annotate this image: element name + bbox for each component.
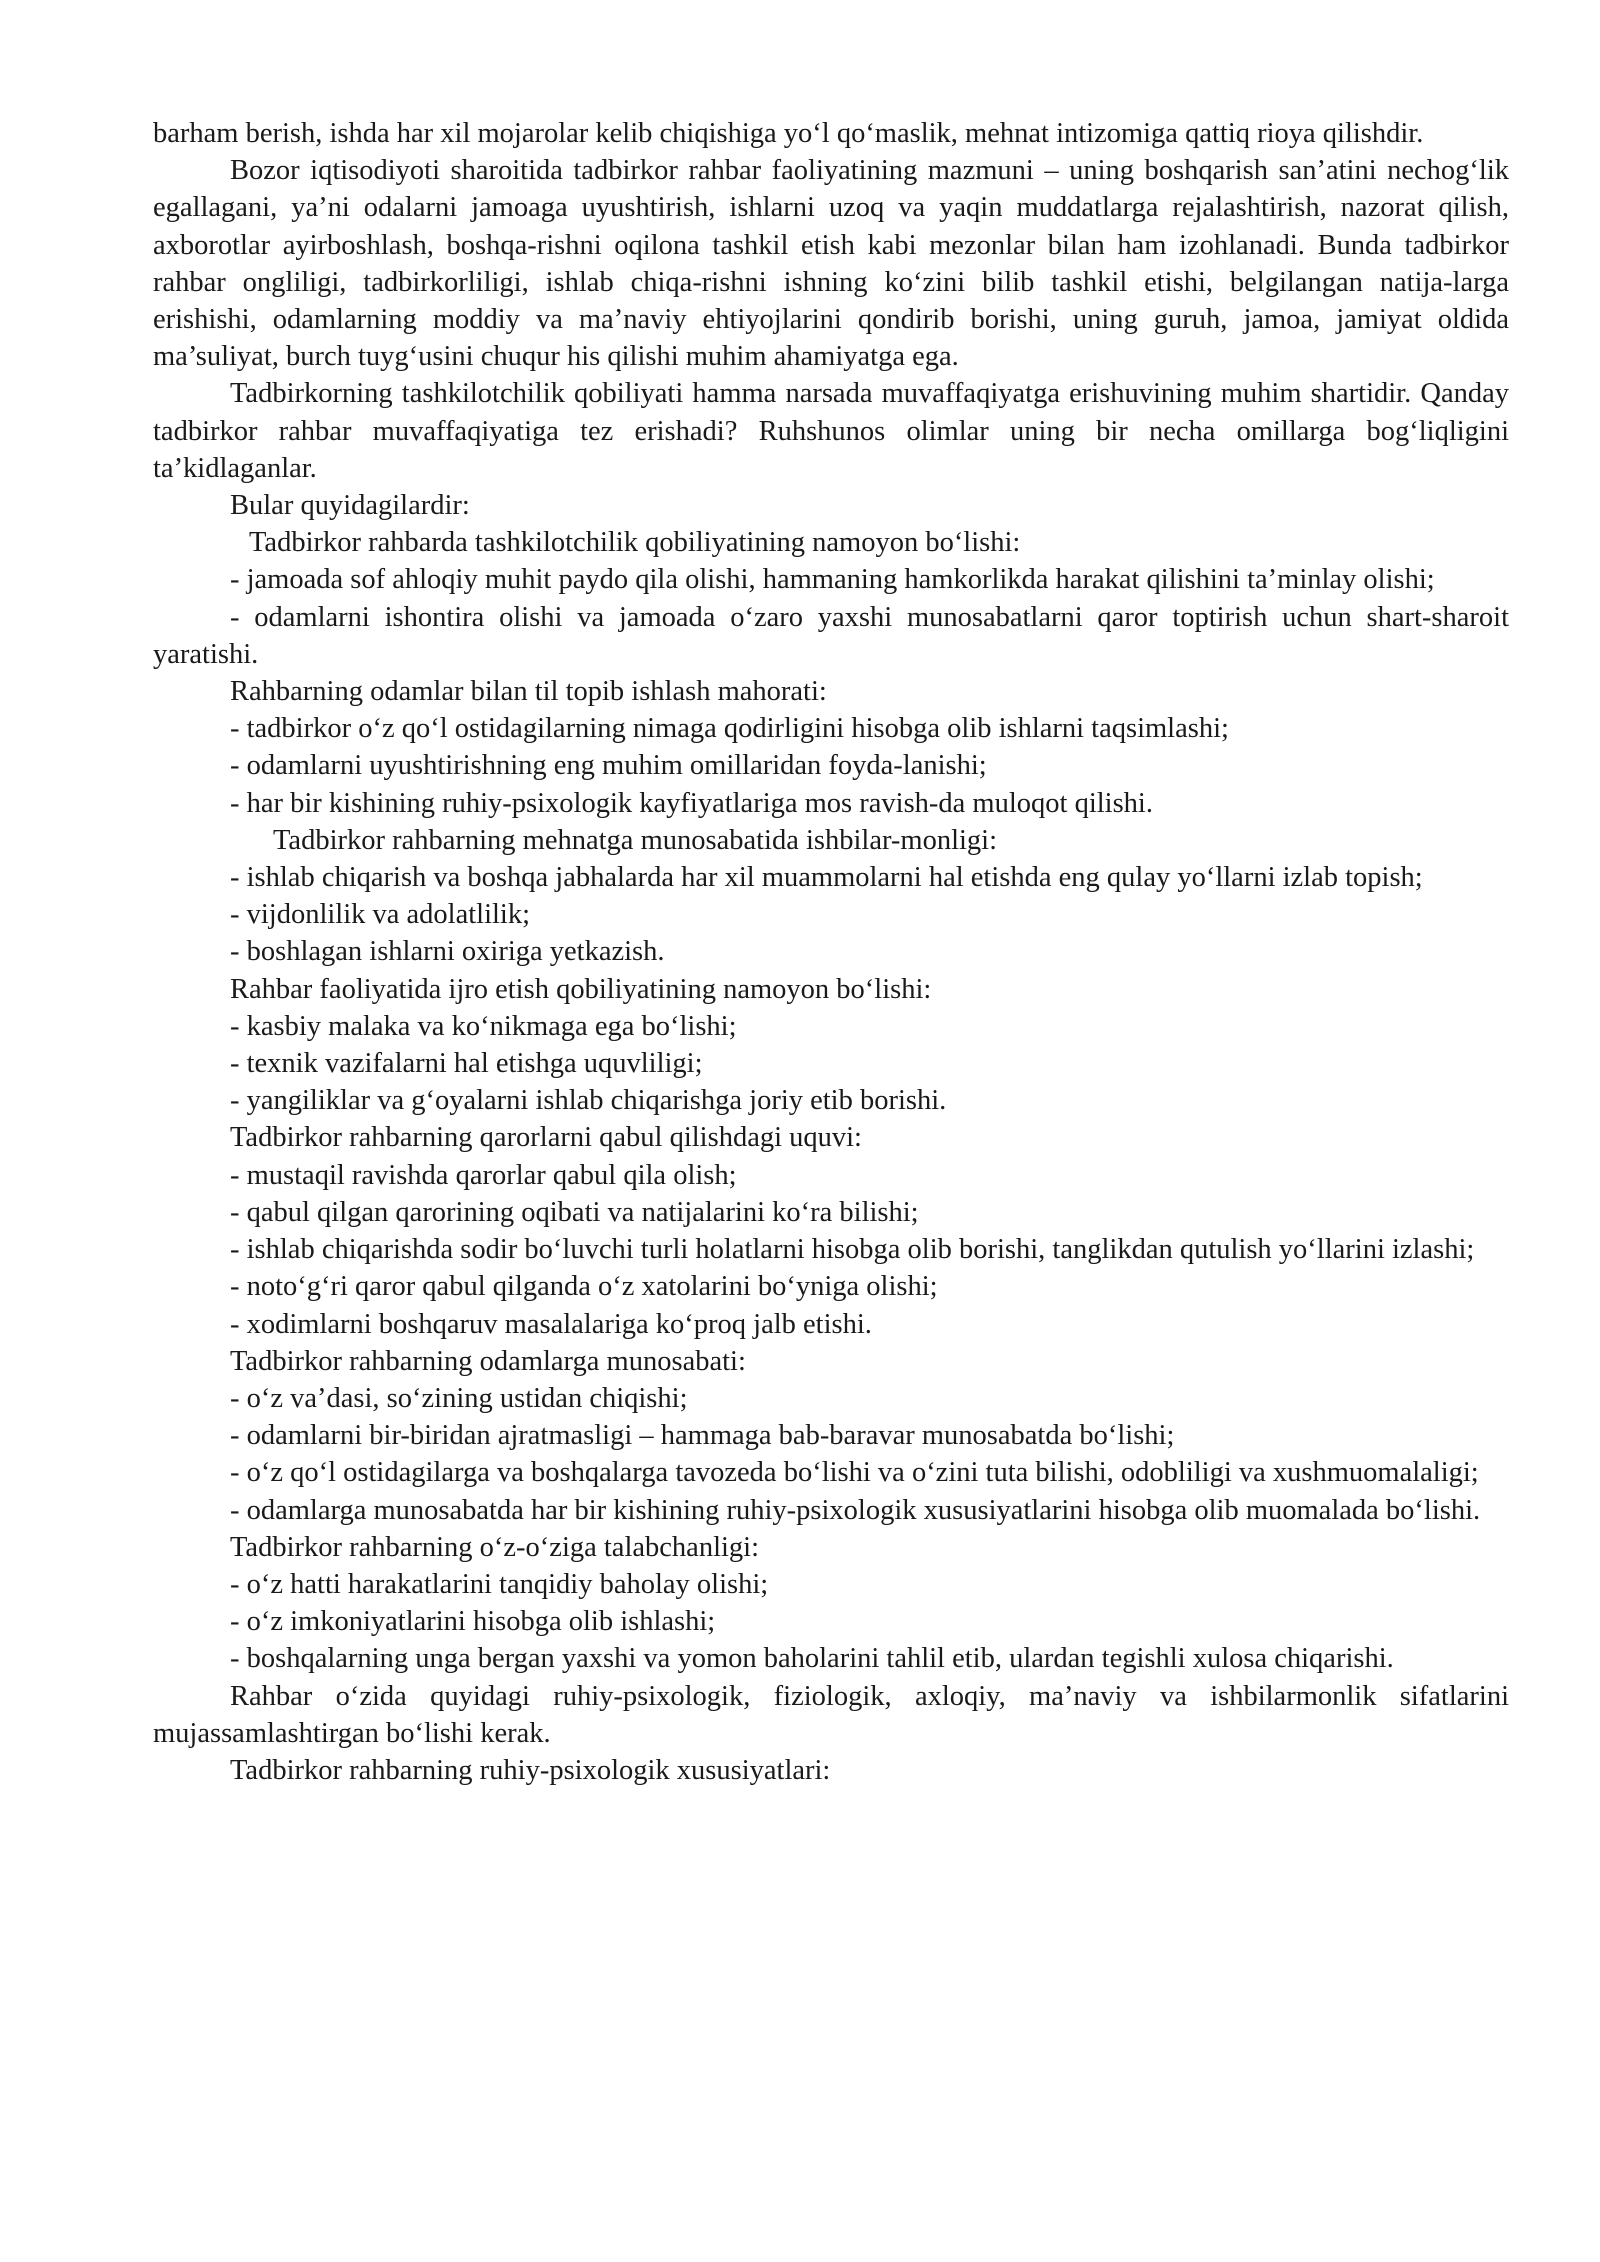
body-paragraph: Bular quyidagilardir: (230, 490, 470, 522)
body-paragraph: - odamlarga munosabatda har bir kishining ruhiy-psixologik xususiyatlarini hisobga olib muomalada bo‘lishi. (230, 1494, 1481, 1526)
body-paragraph: Tadbirkorning tashkilotchilik qobiliyati hamma narsada muvaffaqiyatga erishuvining muhim shartidir. Qanday tadbirkor rahbar muvaffaqiyatiga tez erishadi? Ruhshunos olimlar uning bir necha omillarga bog‘liqligini ta’kidlaganlar. (153, 378, 1509, 484)
body-paragraph: - texnik vazifalarni hal etishga uquvliligi; (230, 1048, 703, 1080)
body-paragraph: - har bir kishining ruhiy-psixologik kayfiyatlariga mos ravish-da muloqot qilishi. (230, 787, 1153, 819)
body-paragraph: barham berish, ishda har xil mojarolar kelib chiqishiga yo‘l qo‘maslik, mehnat intizomiga qattiq rioya qilishdir. (153, 118, 1424, 149)
body-paragraph: - kasbiy malaka va ko‘nikmaga ega bo‘lishi; (230, 1010, 737, 1042)
body-paragraph: - mustaqil ravishda qarorlar qabul qila olish; (230, 1159, 737, 1191)
body-paragraph: - odamlarni bir-biridan ajratmasligi – hammaga bab-baravar munosabatda bo‘lishi; (230, 1420, 1175, 1452)
body-paragraph: Tadbirkor rahbarning o‘z-o‘ziga talabchanligi: (230, 1531, 759, 1563)
body-paragraph: - xodimlarni boshqaruv masalalariga ko‘proq jalb etishi. (230, 1308, 872, 1340)
body-paragraph: Tadbirkor rahbarning mehnatga munosabatida ishbilar-monligi: (273, 824, 997, 856)
body-paragraph: Rahbar o‘zida quyidagi ruhiy-psixologik, fiziologik, axloqiy, ma’naviy va ishbilarmonlik sifatlarini mujassamlashtirgan bo‘lishi kerak. (153, 1680, 1509, 1749)
body-paragraph: - odamlarni ishontira olishi va jamoada o‘zaro yaxshi munosabatlarni qaror toptirish uchun shart-sharoit yaratishi. (153, 601, 1509, 670)
body-paragraph: Bozor iqtisodiyoti sharoitida tadbirkor rahbar faoliyatining mazmuni – uning boshqarish san’atini nechog‘lik egallagani, ya’ni odalarni jamoaga uyushtirish, ishlarni uzoq va yaqin muddatlarga rejalashtirish, nazorat qilish, axborotlar ayirboshlash, boshqa-rishni oqilona tashkil etish kabi mezonlar bilan ham izohlanadi. Bunda tadbirkor rahbar ongliligi, tadbirkorliligi, ishlab chiqa-rishni ishning ko‘zini bilib tashkil etishi, belgilangan natija-larga erishishi, odamlarning moddiy va ma’naviy ehtiyojlarini qondirib borishi, uning guruh, jamoa, jamiyat oldida ma’suliyat, burch tuyg‘usini chuqur his qilishi muhim ahamiyatga ega. (153, 155, 1509, 373)
body-paragraph: - noto‘g‘ri qaror qabul qilganda o‘z xatolarini bo‘yniga olishi; (230, 1271, 938, 1303)
body-paragraph: - o‘z hatti harakatlarini tanqidiy baholay olishi; (230, 1568, 769, 1600)
document-page (153, 115, 1509, 1789)
body-paragraph: Tadbirkor rahbarning ruhiy-psixologik xususiyatlari: (230, 1754, 831, 1786)
body-paragraph: - jamoada sof ahloqiy muhit paydo qila olishi, hammaning hamkorlikda harakat qilishini ta’minlay olishi; (230, 564, 1435, 596)
body-paragraph: - ishlab chiqarish va boshqa jabhalarda har xil muammolarni hal etishda eng qulay yo‘llarni izlab topish; (230, 862, 1423, 894)
body-paragraph: Rahbar faoliyatida ijro etish qobiliyatining namoyon bo‘lishi: (230, 973, 932, 1005)
body-paragraph: - odamlarni uyushtirishning eng muhim omillaridan foyda-lanishi; (230, 750, 987, 782)
body-paragraph: - yangiliklar va g‘oyalarni ishlab chiqarishga joriy etib borishi. (230, 1085, 947, 1117)
body-paragraph: - ishlab chiqarishda sodir bo‘luvchi turli holatlarni hisobga olib borishi, tanglikdan qutulish yo‘llarini izlashi; (230, 1234, 1475, 1266)
body-paragraph: - vijdonlilik va adolatlilik; (230, 899, 531, 931)
body-paragraph: - o‘z imkoniyatlarini hisobga olib ishlashi; (230, 1606, 716, 1638)
body-paragraph: - tadbirkor o‘z qo‘l ostidagilarning nimaga qodirligini hisobga olib ishlarni taqsimlashi; (230, 713, 1229, 745)
body-paragraph: - o‘z va’dasi, so‘zining ustidan chiqishi; (230, 1382, 688, 1414)
body-paragraph: - o‘z qo‘l ostidagilarga va boshqalarga tavozeda bo‘lishi va o‘zini tuta bilishi, odobliligi va xushmuomalaligi; (230, 1457, 1479, 1489)
body-paragraph: - boshqalarning unga bergan yaxshi va yomon baholarini tahlil etib, ulardan tegishli xulosa chiqarishi. (230, 1643, 1394, 1675)
body-paragraph: Tadbirkor rahbarning qarorlarni qabul qilishdagi uquvi: (230, 1122, 862, 1154)
body-paragraph: - qabul qilgan qarorining oqibati va natijalarini ko‘ra bilishi; (230, 1196, 919, 1228)
body-paragraph: Tadbirkor rahbarning odamlarga munosabati: (230, 1345, 746, 1377)
body-paragraph: - boshlagan ishlarni oxiriga yetkazish. (230, 936, 665, 968)
body-paragraph: Rahbarning odamlar bilan til topib ishlash mahorati: (230, 676, 827, 708)
body-paragraph: Tadbirkor rahbarda tashkilotchilik qobiliyatining namoyon bo‘lishi: (249, 527, 1021, 559)
